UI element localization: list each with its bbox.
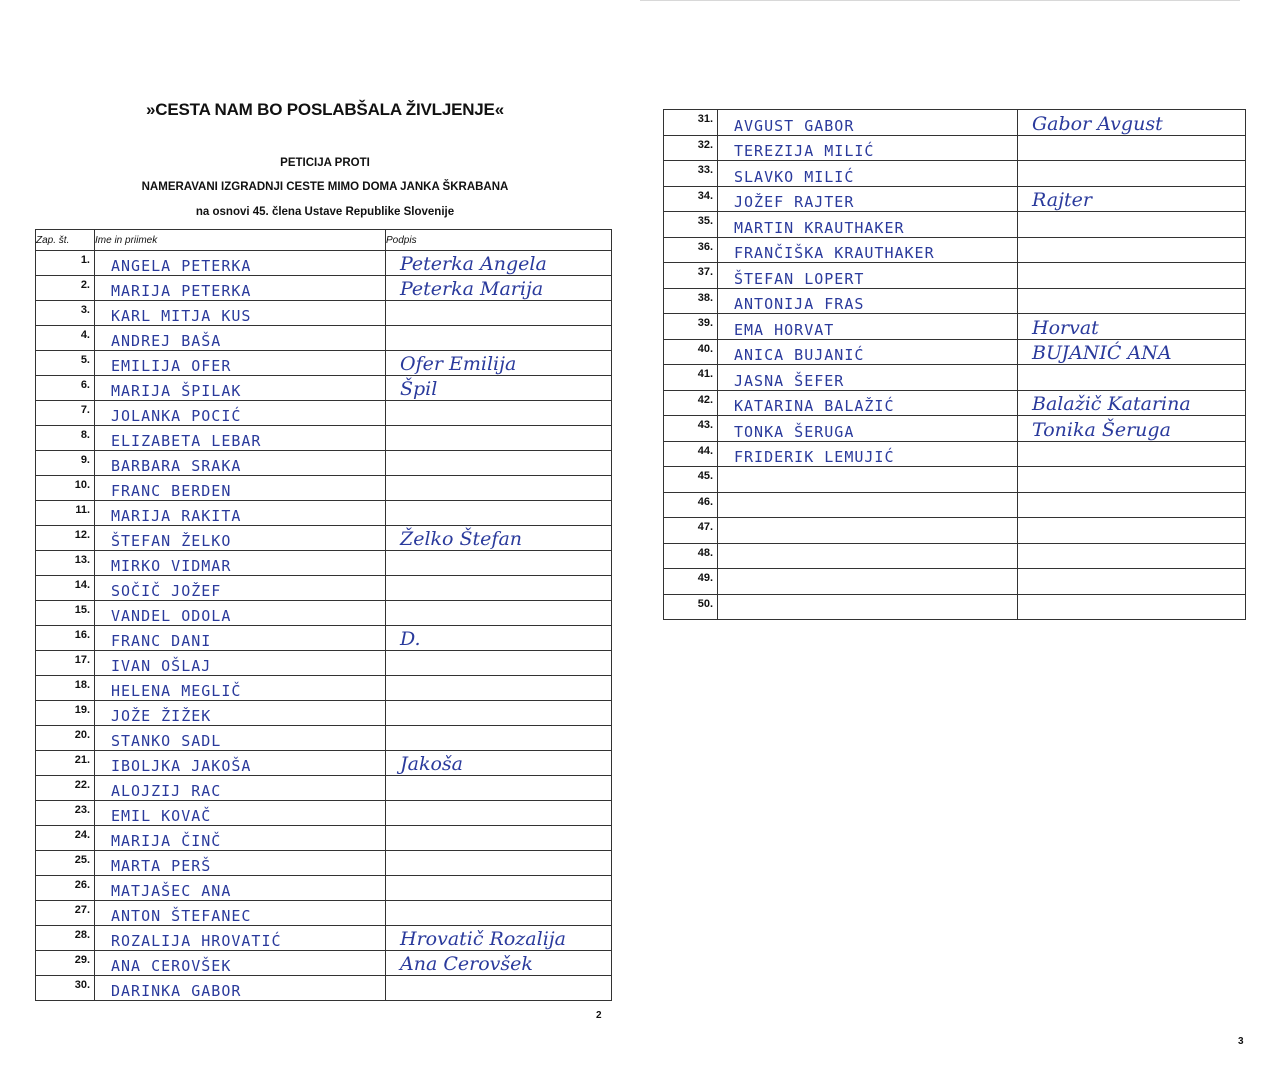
signer-name [718,518,1018,544]
signature [1018,543,1246,569]
table-row [36,876,612,901]
signature [386,851,612,876]
row-number-cell [36,726,95,751]
row-number-cell [664,543,718,569]
table-row [36,576,612,601]
signer-name [718,492,1018,518]
table-row [36,251,612,276]
row-number: 50. [697,597,713,610]
row-number: 28. [74,929,90,941]
row-number-cell [664,288,718,314]
row-number: 22. [74,779,90,791]
row-number: 20. [74,729,90,741]
signer-name: ŠTEFAN ŽELKO [95,526,386,551]
row-number: 7. [80,404,90,416]
signature [386,701,612,726]
table-row [36,526,612,551]
signature [386,651,612,676]
row-number-cell [36,876,95,901]
row-number: 16. [74,629,90,641]
table-row [36,651,612,676]
table-row [36,601,612,626]
column-header-name: Ime in priimek [95,230,386,251]
legal-basis: na osnovi 45. člena Ustave Republike Slovenije [195,206,455,218]
signer-name: KARL MITJA KUS [95,301,386,326]
row-number: 26. [74,879,90,891]
row-number: 14. [74,579,90,591]
signer-name: AVGUST GABOR [718,110,1018,136]
table-row [36,751,612,776]
row-number: 43. [697,419,713,431]
row-number-cell [36,501,95,526]
row-number-cell [664,365,718,391]
signer-name: ANDREJ BAŠA [95,326,386,351]
signer-name: MARIJA RAKITA [95,501,386,526]
signer-name [718,467,1018,493]
signer-name: BARBARA SRAKA [95,451,386,476]
table-row [36,276,612,301]
signer-name: ANGELA PETERKA [95,251,386,276]
table-row [664,212,1246,238]
row-number-cell [664,518,718,544]
row-number-cell [36,601,95,626]
signer-name: SOČIČ JOŽEF [95,576,386,601]
row-number-cell [664,492,718,518]
signature [1018,135,1246,161]
table-row [36,976,612,1001]
table-row [664,339,1246,365]
signature: Ana Cerovšek [386,951,612,976]
row-number: 15. [74,604,90,616]
row-number: 24. [74,829,90,841]
signer-name: ŠTEFAN LOPERT [718,263,1018,289]
signer-name: ALOJZIJ RAC [95,776,386,801]
column-header-signature: Podpis [386,230,612,251]
row-number: 41. [697,368,713,380]
signature [386,776,612,801]
row-number-cell [36,776,95,801]
row-number: 9. [80,454,90,466]
signer-name: FRANC BERDEN [95,476,386,501]
row-number: 35. [697,215,713,227]
table-row [664,492,1246,518]
table-row [664,441,1246,467]
row-number-cell [36,526,95,551]
table-header-row [36,230,612,251]
table-row [36,776,612,801]
signature: Želko Štefan [386,526,612,551]
table-row [664,186,1246,212]
signature [386,601,612,626]
row-number-cell [36,701,95,726]
table-row [36,676,612,701]
table-row [36,551,612,576]
row-number-cell [664,161,718,187]
table-row [664,314,1246,340]
signature [1018,594,1246,620]
row-number: 36. [697,240,713,253]
row-number-cell [36,551,95,576]
signature [386,326,612,351]
row-number-cell [664,569,718,595]
row-number: 2. [80,279,90,291]
signature [386,476,612,501]
row-number: 18. [74,679,90,691]
table-row [664,365,1246,391]
table-row [664,518,1246,544]
signature [386,976,612,1001]
row-number: 42. [697,393,713,406]
table-row [36,376,612,401]
signature: BUJANIĆ ANA [1018,339,1246,365]
row-number-cell [36,826,95,851]
row-number: 19. [74,704,90,716]
row-number: 46. [697,495,713,508]
table-row [36,951,612,976]
signature: Hrovatič Rozalija [386,926,612,951]
signer-name: ANICA BUJANIĆ [718,339,1018,365]
row-number: 44. [697,444,713,457]
signature: Tonika Šeruga [1018,416,1246,442]
signer-name: JOLANKA POCIĆ [95,401,386,426]
signer-name: IBOLJKA JAKOŠA [95,751,386,776]
table-row [664,416,1246,442]
signature [386,426,612,451]
signature [1018,161,1246,187]
signer-name: TEREZIJA MILIĆ [718,135,1018,161]
signature [1018,237,1246,263]
row-number: 48. [697,546,713,559]
table-row [36,851,612,876]
signature [1018,212,1246,238]
signature [1018,441,1246,467]
row-number: 40. [697,342,713,355]
page-title: »CESTA NAM BO POSLABŠALA ŽIVLJENJE« [146,100,504,119]
signer-name: MARTIN KRAUTHAKER [718,212,1018,238]
row-number-cell [36,901,95,926]
signer-name: ROZALIJA HROVATIĆ [95,926,386,951]
row-number-cell [36,751,95,776]
page-number: 2 [596,1010,602,1021]
column-header-number: Zap. št. [36,230,95,251]
signature: Gabor Avgust [1018,110,1246,136]
signature [386,301,612,326]
row-number: 38. [697,291,713,304]
signature [1018,569,1246,595]
signature [386,876,612,901]
signature [386,401,612,426]
table-row [36,426,612,451]
signer-name [718,569,1018,595]
row-number: 33. [697,164,713,176]
row-number-cell [664,237,718,263]
row-number: 3. [80,304,90,316]
table-row [664,467,1246,493]
table-row [664,263,1246,289]
row-number-cell [664,212,718,238]
table-row [664,237,1246,263]
table-row [36,501,612,526]
row-number: 45. [697,470,713,482]
table-row [36,826,612,851]
table-row [664,543,1246,569]
row-number: 30. [74,979,90,991]
row-number: 47. [697,521,713,533]
signer-name: MARTA PERŠ [95,851,386,876]
table-row [36,801,612,826]
row-number-cell [36,926,95,951]
row-number: 11. [75,504,90,516]
row-number-cell [36,626,95,651]
row-number-cell [36,276,95,301]
signature-table-left [35,229,612,1001]
table-row [664,390,1246,416]
signer-name: HELENA MEGLIČ [95,676,386,701]
row-number-cell [664,390,718,416]
signature [1018,518,1246,544]
table-row [36,401,612,426]
row-number-cell [664,467,718,493]
signature: Peterka Marija [386,276,612,301]
row-number-cell [664,594,718,620]
row-number: 10. [74,479,90,491]
row-number-cell [664,110,718,136]
row-number-cell [664,416,718,442]
signature [386,451,612,476]
row-number-cell [36,251,95,276]
row-number-cell [36,376,95,401]
signature: Špil [386,376,612,401]
signer-name: JOŽE ŽIŽEK [95,701,386,726]
signer-name: EMIL KOVAČ [95,801,386,826]
signature [386,901,612,926]
row-number-cell [36,851,95,876]
signature [386,676,612,701]
row-number: 8. [80,429,90,441]
row-number-cell [36,351,95,376]
row-number: 31. [697,113,713,125]
row-number: 5. [80,354,90,366]
table-row [36,451,612,476]
signature: Ofer Emilija [386,351,612,376]
row-number: 27. [74,904,90,916]
page-number: 3 [1238,1036,1244,1047]
signer-name: JOŽEF RAJTER [718,186,1018,212]
table-row [664,288,1246,314]
signer-name: TONKA ŠERUGA [718,416,1018,442]
row-number-cell [36,401,95,426]
row-number: 49. [697,572,713,584]
signer-name: DARINKA GABOR [95,976,386,1001]
signer-name: FRANC DANI [95,626,386,651]
row-number-cell [36,451,95,476]
row-number: 29. [74,954,90,966]
signature: Horvat [1018,314,1246,340]
table-row [36,326,612,351]
signature [1018,263,1246,289]
signature: D. [386,626,612,651]
row-number: 13. [74,554,90,566]
signer-name: VANDEL ODOLA [95,601,386,626]
signer-name: IVAN OŠLAJ [95,651,386,676]
signature [386,826,612,851]
row-number-cell [36,426,95,451]
row-number-cell [664,263,718,289]
table-row [36,701,612,726]
row-number-cell [36,801,95,826]
petition-subtitle: PETICIJA PROTI [280,157,370,169]
row-number: 32. [697,138,713,151]
signer-name: KATARINA BALAŽIĆ [718,390,1018,416]
signature: Balažič Katarina [1018,390,1246,416]
table-row [664,569,1246,595]
signature [386,501,612,526]
signer-name: SLAVKO MILIĆ [718,161,1018,187]
table-row [664,161,1246,187]
row-number: 4. [80,329,90,341]
signer-name: MARIJA ČINČ [95,826,386,851]
row-number-cell [664,135,718,161]
signature: Peterka Angela [386,251,612,276]
signer-name: MATJAŠEC ANA [95,876,386,901]
signer-name [718,543,1018,569]
table-row [664,110,1246,136]
row-number: 21. [74,754,90,766]
signer-name: MARIJA ŠPILAK [95,376,386,401]
signer-name: STANKO SADL [95,726,386,751]
row-number-cell [664,314,718,340]
table-row [664,135,1246,161]
signature [1018,467,1246,493]
signer-name: MARIJA PETERKA [95,276,386,301]
row-number-cell [36,951,95,976]
signer-name: JASNA ŠEFER [718,365,1018,391]
row-number-cell [664,339,718,365]
signer-name: FRANČIŠKA KRAUTHAKER [718,237,1018,263]
table-row [664,594,1246,620]
row-number: 1. [80,254,90,266]
petition-subject: NAMERAVANI IZGRADNJI CESTE MIMO DOMA JANKA ŠKRABANA [141,181,509,193]
row-number: 39. [697,317,713,329]
row-number: 25. [74,854,90,866]
signature-table-right [663,109,1246,620]
signature [386,726,612,751]
signature: Rajter [1018,186,1246,212]
signer-name: ANTON ŠTEFANEC [95,901,386,926]
signer-name: ELIZABETA LEBAR [95,426,386,451]
signer-name: FRIDERIK LEMUJIĆ [718,441,1018,467]
row-number: 23. [74,804,90,816]
table-row [36,926,612,951]
row-number-cell [36,651,95,676]
signer-name: EMA HORVAT [718,314,1018,340]
table-row [36,301,612,326]
table-row [36,626,612,651]
table-row [36,901,612,926]
row-number-cell [36,576,95,601]
table-row [36,726,612,751]
row-number-cell [664,441,718,467]
signature [386,576,612,601]
signature [386,801,612,826]
signature [1018,365,1246,391]
signature [1018,492,1246,518]
signer-name: MIRKO VIDMAR [95,551,386,576]
row-number: 12. [74,529,90,541]
row-number-cell [36,301,95,326]
row-number-cell [36,326,95,351]
row-number: 37. [697,266,713,278]
table-row [36,351,612,376]
row-number-cell [664,186,718,212]
signer-name: EMILIJA OFER [95,351,386,376]
row-number-cell [36,976,95,1001]
row-number: 6. [80,379,90,391]
row-number: 34. [697,189,713,202]
row-number: 17. [74,654,90,666]
signer-name: ANA CEROVŠEK [95,951,386,976]
petition-page-right [640,0,1280,1088]
signer-name: ANTONIJA FRAS [718,288,1018,314]
signature [1018,288,1246,314]
table-row [36,476,612,501]
row-number-cell [36,676,95,701]
signature: Jakoša [386,751,612,776]
signature [386,551,612,576]
signer-name [718,594,1018,620]
row-number-cell [36,476,95,501]
